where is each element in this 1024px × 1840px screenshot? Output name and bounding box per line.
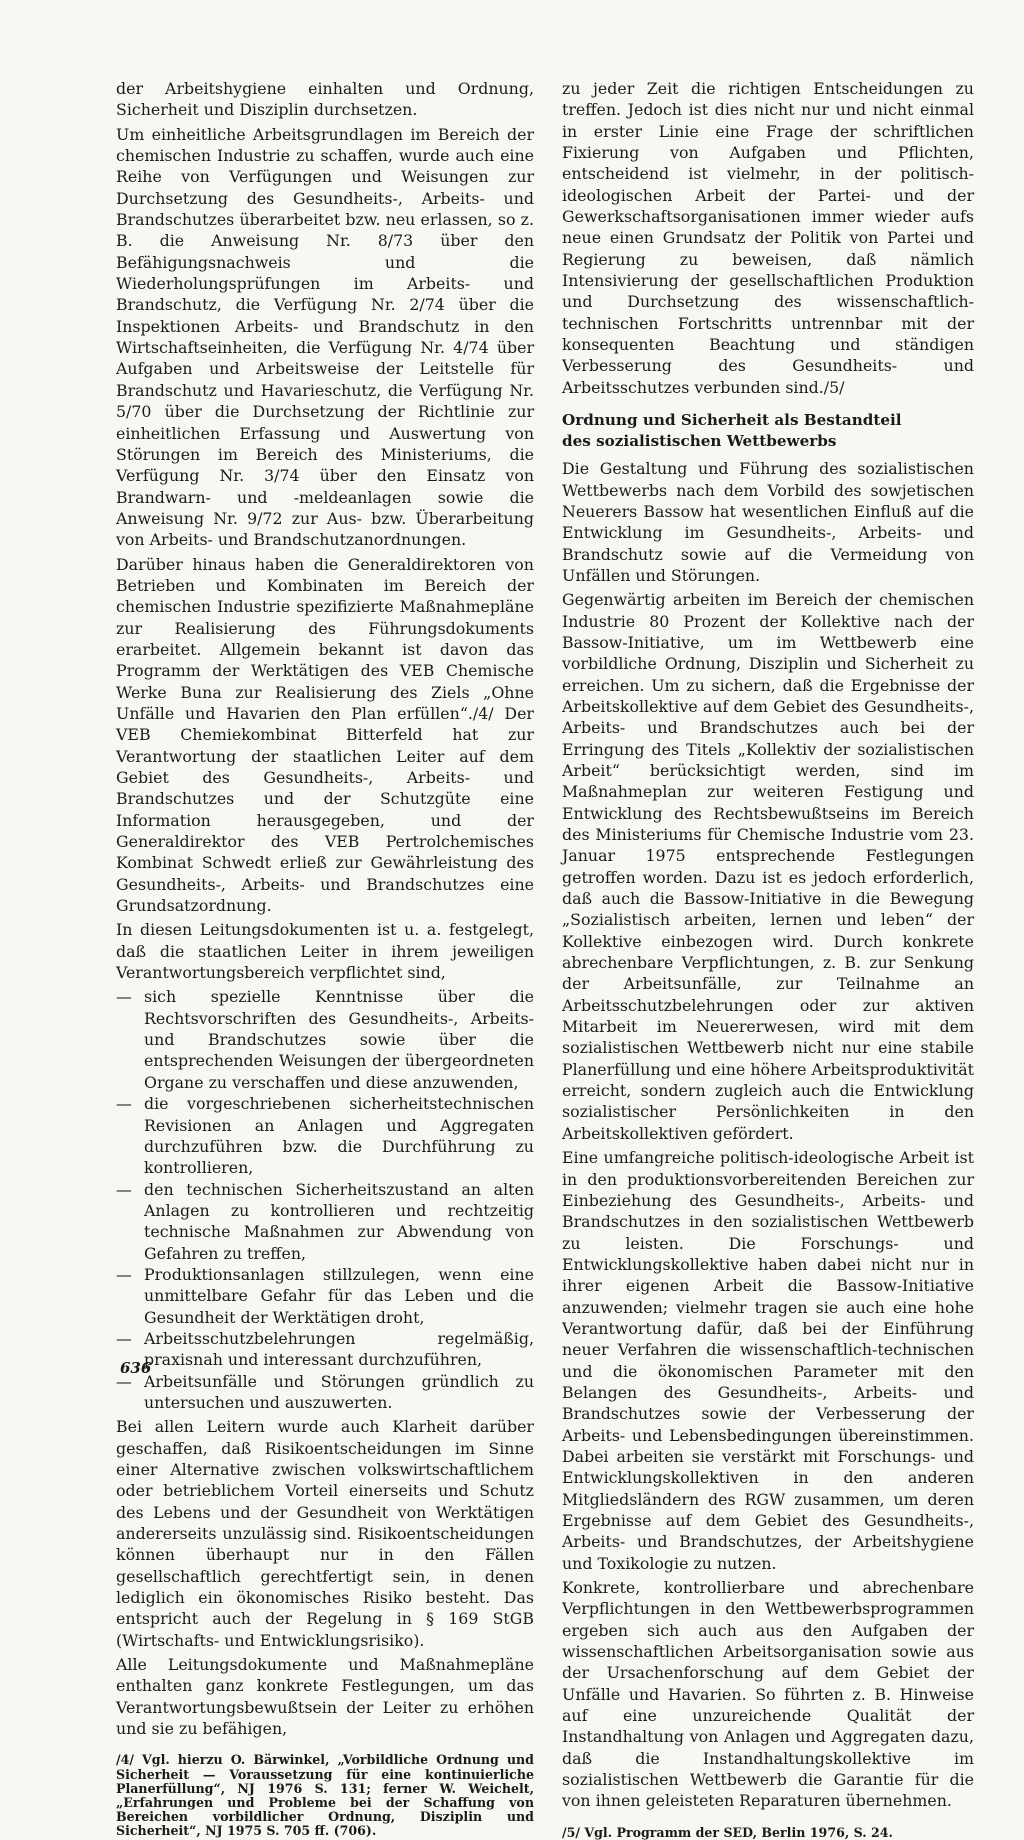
paragraph: Eine umfangreiche politisch-ideologische Arbeit ist in den produktionsvorbereitenden Bereichen zur Einbeziehung des Gesundheits-, Arbeits- und Brandschutzes in den sozialistischen Wettbewerb zu leisten. Die Forschungs- und Entwicklungskollektive haben dabei nicht nur in ihrer eigenen Arbeit die Bassow-Initiative anzuwenden; vielmehr tragen sie auch eine hohe Verantwortung dafür, daß bei der Einführung neuer Verfahren die wissenschaftlich-technischen und die ökonomischen Parameter mit den Belangen des Gesundheits-, Arbeits- und Brandschutzes sowie der Verbesserung der Arbeits- und Lebensbedingungen übereinstimmen. Dabei arbeiten sie verstärkt mit Forschungs- und Entwicklungskollektiven in den anderen Mitgliedsländern des RGW zusammen, um deren Ergebnisse auf dem Gebiet des Gesundheits-, Arbeits- und Brandschutzes, der Arbeitshygiene und Toxikologie zu nutzen. — [562, 1148, 974, 1573]
list-item — [116, 1328, 534, 1371]
paragraph: Konkrete, kontrollierbare und abrechenbare Verpflichtungen in den Wettbewerbsprogrammen ergeben sich auch aus den Aufgaben der wissenschaftlichen Arbeitsorganisation sowie aus der Ursachenforschung auf dem Gebiet der Unfälle und Havarien. So führten z. B. Hinweise auf eine unzureichende Qualität der Instandhaltung von Anlagen und Aggregaten dazu, daß die Instandhaltungskollektive im sozialistischen Wettbewerb die Garantie für die von ihnen geleisteten Reparaturen übernehmen. — [562, 1578, 974, 1811]
list-item — [116, 1093, 534, 1178]
paragraph: In diesen Leitungsdokumenten ist u. a. festgelegt, daß die staatlichen Leiter in ihrem jeweiligen Verantwortungsbereich verpflichtet sind, — [116, 920, 534, 983]
paragraph: Um einheitliche Arbeitsgrundlagen im Bereich der chemischen Industrie zu schaffen, wurde auch eine Reihe von Verfügungen und Weisungen zur Durchsetzung des Gesundheits-, Arbeits- und Brandschutzes überarbeitet bzw. neu erlassen, so z. B. die Anweisung Nr. 8/73 über den Befähigungsnachweis und die Wiederholungsprüfungen im Arbeits- und Brandschutz, die Verfügung Nr. 2/74 über die Inspektionen Arbeits- und Brandschutz in den Wirtschaftseinheiten, die Verfügung Nr. 4/74 über Aufgaben und Arbeitsweise der Leitstelle für Brandschutz und Havarieschutz, die Verfügung Nr. 5/70 über die Durchsetzung der Richtlinie zur einheitlichen Erfassung und Auswertung von Störungen im Bereich des Ministeriums, die Verfügung Nr. 3/74 über den Einsatz von Brandwarn- und -meldeanlagen sowie die Anweisung Nr. 9/72 zur Aus- bzw. Überarbeitung von Arbeits- und Brandschutzanordnungen. — [116, 124, 534, 550]
dash-marker: — — [116, 1328, 132, 1348]
duty-list — [116, 986, 534, 1413]
page-number: 636 — [120, 1359, 152, 1377]
dash-marker: — — [116, 1371, 132, 1391]
paragraph: Darüber hinaus haben die Generaldirektoren von Betrieben und Kombinaten im Bereich der chemischen Industrie spezifizierte Maßnahmepläne zur Realisierung des Führungsdokuments erarbeitet. Allgemein bekannt ist davon das Programm der Werktätigen des VEB Chemische Werke Buna zur Realisierung des Ziels „Ohne Unfälle und Havarien den Plan erfüllen“./4/ Der VEB Chemiekombinat Bitterfeld hat zur Verantwortung der staatlichen Leiter auf dem Gebiet des Gesundheits-, Arbeits- und Brandschutzes und der Schutzgüte eine Information herausgegeben, und der Generaldirektor des VEB Pertrolchemisches Kombinat Schwedt erließ zur Gewährleistung des Gesundheits-, Arbeits- und Brandschutzes eine Grundsatzordnung. — [116, 554, 534, 916]
paragraph: Die Gestaltung und Führung des sozialistischen Wettbewerbs nach dem Vorbild des sowjetischen Neuerers Bassow hat wesentlichen Einfluß auf die Entwicklung im Gesundheits-, Arbeits- und Brandschutz sowie auf die Vermeidung von Unfällen und Störungen. — [562, 459, 974, 585]
paragraph: Alle Leitungsdokumente und Maßnahmepläne enthalten ganz konkrete Festlegungen, um das Verantwortungsbewußtsein der Leiter zu erhöhen und sie zu befähigen, — [116, 1655, 534, 1739]
left-column — [116, 78, 534, 1839]
footnote-5: /5/ Vgl. Programm der SED, Berlin 1976, S. 24. — [562, 1824, 893, 1840]
paragraph: Gegenwärtig arbeiten im Bereich der chemischen Industrie 80 Prozent der Kollektive nach der Bassow-Initiative, um im Wettbewerb eine vorbildliche Ordnung, Disziplin und Sicherheit zu erreichen. Um zu sichern, daß die Ergebnisse der Arbeitskollektive auf dem Gebiet des Gesundheits-, Arbeits- und Brandschutzes auch bei der Erringung des Titels „Kollektiv der sozialistischen Arbeit“ berücksichtigt werden, sind im Maßnahmeplan zur weiteren Festigung und Entwicklung des Rechtsbewußtseins im Bereich des Ministeriums für Chemische Industrie vom 23. Januar 1975 entsprechende Festlegungen getroffen worden. Dazu ist es jedoch erforderlich, daß auch die Bassow-Initiative in die Bewegung „Sozialistisch arbeiten, lernen und leben“ der Kollektive einbezogen wird. Durch konkrete abrechenbare Verpflichtungen, z. B. zur Senkung der Arbeitsunfälle, zur Teilnahme an Arbeitsschutzbelehrungen oder zur aktiven Mitarbeit im Neuererwesen, wird mit dem sozialistischen Wettbewerb nicht nur eine stabile Planerfüllung und eine höhere Arbeitsproduktivität erreicht, sondern zugleich auch die Entwicklung sozialistischer Persönlichkeiten in den Arbeitskollektiven gefördert. — [562, 590, 974, 1143]
dash-marker: — — [116, 1264, 132, 1284]
list-item — [116, 1264, 534, 1328]
right-column — [562, 78, 974, 1840]
list-item-text: sich spezielle Kenntnisse über die Rechtsvorschriften des Gesundheits-, Arbeits- und Brandschutzes sowie über die entsprechenden Weisungen der übergeordneten Organe zu verschaffen und diese anzuwenden, — [144, 987, 534, 1092]
list-item-text: Arbeitsschutzbelehrungen regelmäßig, praxisnah und interessant durchzuführen, — [144, 1328, 534, 1370]
paragraph: der Arbeitshygiene einhalten und Ordnung, Sicherheit und Disziplin durchsetzen. — [116, 79, 534, 120]
dash-marker: — — [116, 1094, 132, 1114]
list-item-text: Arbeitsunfälle und Störungen gründlich zu untersuchen und auszuwerten. — [144, 1371, 534, 1412]
footnote-4: /4/ Vgl. hierzu O. Bärwinkel, „Vorbildliche Ordnung und Sicherheit — Voraussetzung für eine kontinuierliche Planerfüllung“, NJ 1976 S. 131; ferner W. Weichelt, „Erfahrungen und Probleme bei der Schaffung von Bereichen vorbildlicher Ordnung, Disziplin und Sicherheit“, NJ 1975 S. 705 ff. (706). — [116, 1752, 534, 1839]
list-item-text: den technischen Sicherheitszustand an alten Anlagen zu kontrollieren und rechtzeitig technische Maßnahmen zur Abwendung von Gefahren zu treffen, — [144, 1179, 534, 1263]
dash-marker: — — [116, 987, 132, 1007]
section-heading — [562, 410, 974, 452]
paragraph: zu jeder Zeit die richtigen Entscheidungen zu treffen. Jedoch ist dies nicht nur und nicht einmal in erster Linie eine Frage der schriftlichen Fixierung von Aufgaben und Pflichten, entscheidend ist vielmehr, in der politisch-ideologischen Arbeit der Partei- und der Gewerkschaftsorganisationen immer wieder aufs neue einen Grundsatz der Politik von Partei und Regierung zu beweisen, daß nämlich Intensivierung der gesellschaftlichen Produktion und Durchsetzung des wissenschaftlich-technischen Fortschritts untrennbar mit der konsequenten Beachtung und ständigen Verbesserung des Gesundheits- und Arbeitsschutzes verbunden sind./5/ — [562, 79, 974, 397]
paragraph: Bei allen Leitern wurde auch Klarheit darüber geschaffen, daß Risikoentscheidungen im Sinne einer Alternative zwischen volkswirtschaftlichem oder betrieblichem Vorteil einerseits und Schutz des Lebens und der Gesundheit von Werktätigen andererseits unzulässig sind. Risikoentscheidungen können überhaupt nur in den Fällen gesellschaftlich gerechtfertigt sein, in denen lediglich ein ökonomisches Risiko besteht. Das entspricht auch der Regelung in § 169 StGB (Wirtschafts- und Entwicklungsrisiko). — [116, 1417, 534, 1650]
list-item-text: Produktionsanlagen stillzulegen, wenn eine unmittelbare Gefahr für das Leben und die Gesundheit der Werktätigen droht, — [144, 1264, 534, 1327]
dash-marker: — — [116, 1179, 132, 1199]
section-heading-line: des sozialistischen Wettbewerbs — [562, 432, 837, 451]
list-item — [116, 1179, 534, 1264]
list-item — [116, 1371, 534, 1414]
section-heading-line: Ordnung und Sicherheit als Bestandteil — [562, 411, 902, 430]
list-item — [116, 986, 534, 1093]
list-item-text: die vorgeschriebenen sicherheitstechnischen Revisionen an Anlagen und Aggregaten durchzuführen bzw. die Durchführung zu kontrollieren, — [144, 1094, 534, 1178]
